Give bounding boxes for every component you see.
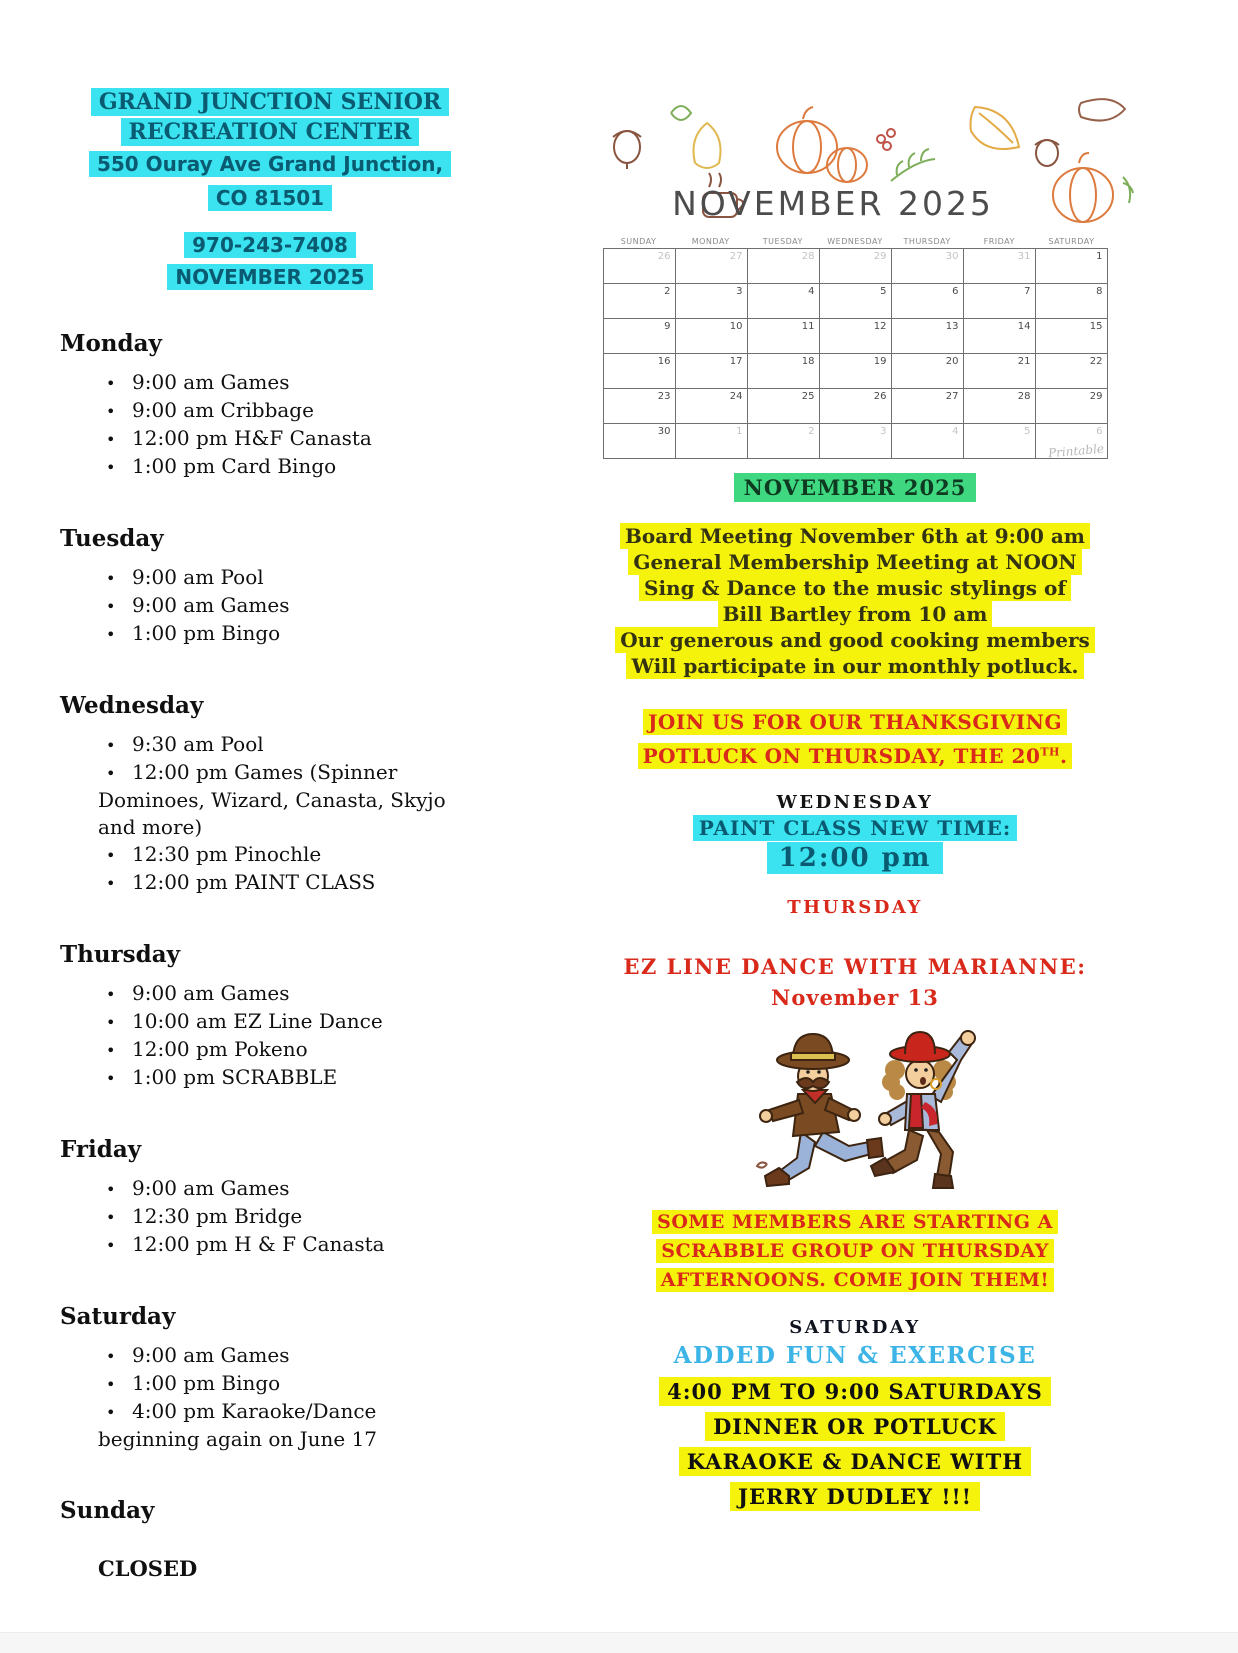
schedule-item (60, 731, 480, 759)
schedule-item (60, 1036, 480, 1064)
announcement-line (575, 1375, 1135, 1410)
calendar-day-header: WEDNESDAY (827, 237, 883, 246)
autumn-decor-image (575, 85, 1135, 235)
schedule-item-text: 9:00 am Games (132, 981, 290, 1005)
calendar-cell (676, 354, 748, 389)
calendar-cell (748, 424, 820, 459)
announcement-line (575, 654, 1135, 680)
calendar-cell (964, 284, 1036, 319)
day-heading: Tuesday (60, 525, 164, 552)
calendar-date: 26 (657, 251, 671, 262)
schedule-item (60, 1231, 480, 1259)
highlighted-text: NOVEMBER 2025 (167, 264, 372, 290)
calendar-date: 25 (801, 391, 815, 402)
spacer (60, 216, 480, 230)
closed-label: CLOSED (98, 1556, 198, 1581)
header-month (60, 262, 480, 294)
calendar-cell (604, 284, 676, 319)
calendar-date: 27 (729, 251, 743, 262)
announcement-line (575, 1266, 1135, 1295)
bullet-icon: • (106, 846, 116, 865)
highlighted-text: AFTERNOONS. COME JOIN THEM! (656, 1268, 1054, 1292)
announcement-line (575, 1445, 1135, 1480)
schedule-item-text: 12:30 pm Pinochle (132, 842, 322, 866)
highlighted-text: CO 81501 (208, 185, 332, 211)
schedule-item (60, 397, 480, 425)
highlighted-text: GRAND JUNCTION SENIOR (91, 88, 449, 116)
calendar-date: 8 (1096, 286, 1103, 297)
calendar-date: 15 (1089, 321, 1103, 332)
saturday-lines (575, 1375, 1135, 1515)
bullet-icon: • (106, 736, 116, 755)
day-section (60, 330, 480, 481)
left-column (60, 88, 480, 1581)
calendar-date: 28 (801, 251, 815, 262)
bullet-icon: • (106, 1069, 116, 1088)
ordinal-suffix: TH (1040, 745, 1060, 758)
calendar-date: 13 (945, 321, 959, 332)
bullet-icon: • (106, 1347, 116, 1366)
pumpkin-icon (1053, 153, 1113, 222)
announcement-line (575, 550, 1135, 576)
schedule-item-text: 12:00 pm Pokeno (132, 1037, 308, 1061)
schedule-item (60, 1175, 480, 1203)
calendar-day-header: SUNDAY (620, 237, 657, 246)
calendar-cell (964, 424, 1036, 459)
calendar-cell (748, 284, 820, 319)
calendar (603, 248, 1108, 459)
schedule-item (60, 1203, 480, 1231)
calendar-date: 3 (880, 426, 887, 437)
calendar-cell (676, 389, 748, 424)
calendar-cell (1036, 284, 1108, 319)
calendar-date: 30 (657, 426, 671, 437)
announcement-line (575, 708, 1135, 738)
highlighted-text: NOVEMBER 2025 (734, 473, 977, 502)
day-section (60, 1497, 480, 1581)
ez-line-dance-date: November 13 (771, 984, 939, 1010)
announcement-line (575, 576, 1135, 602)
bullet-icon: • (106, 764, 116, 783)
calendar-cell (748, 249, 820, 284)
calendar-date: 20 (945, 356, 959, 367)
schedule-item-text: 12:00 pm PAINT CLASS (132, 870, 376, 894)
day-heading: Sunday (60, 1497, 155, 1524)
schedule-item (60, 1008, 480, 1036)
calendar-cell (964, 319, 1036, 354)
calendar-day-header: TUESDAY (762, 237, 803, 246)
bullet-icon: • (106, 430, 116, 449)
day-heading: Thursday (60, 941, 180, 968)
scrabble-lines (575, 1208, 1135, 1295)
calendar-date: 23 (657, 391, 671, 402)
calendar-day-header: MONDAY (691, 237, 730, 246)
highlighted-text: 970-243-7408 (184, 232, 356, 258)
calendar-cell (892, 389, 964, 424)
bullet-icon: • (106, 1013, 116, 1032)
calendar-date: 6 (952, 286, 959, 297)
berries-icon (877, 129, 895, 150)
bullet-icon: • (106, 1208, 116, 1227)
schedule-item-text: 9:00 am Games (132, 1343, 290, 1367)
thursday-label: THURSDAY (787, 896, 923, 918)
announcement-line (575, 1208, 1135, 1237)
announcement-line (575, 1480, 1135, 1515)
wednesday-label: WEDNESDAY (776, 791, 934, 813)
highlighted-text: Board Meeting November 6th at 9:00 am (620, 523, 1090, 549)
bullet-icon: • (106, 625, 116, 644)
center-header (60, 88, 480, 294)
bullet-icon: • (106, 874, 116, 893)
calendar-watermark: Printable (1047, 441, 1105, 461)
calendar-cell (748, 389, 820, 424)
text: POTLUCK ON THURSDAY, THE 20 (642, 743, 1041, 768)
calendar-date: 26 (873, 391, 887, 402)
calendar-cell (892, 319, 964, 354)
day-heading: Wednesday (60, 692, 204, 719)
schedule-item (60, 1398, 480, 1453)
calendar-date: 21 (1017, 356, 1031, 367)
highlighted-text: Our generous and good cooking members (615, 627, 1095, 653)
month-banner (575, 475, 1135, 500)
schedule-item (60, 1342, 480, 1370)
page-bottom-strip (0, 1632, 1238, 1653)
announcement-line (575, 1410, 1135, 1445)
calendar-date: 19 (873, 356, 887, 367)
bullet-icon: • (106, 402, 116, 421)
calendar-cell (892, 249, 964, 284)
highlighted-text: KARAOKE & DANCE WITH (679, 1447, 1031, 1476)
calendar-date: 4 (808, 286, 815, 297)
highlighted-text: PAINT CLASS NEW TIME: (693, 815, 1017, 841)
highlighted-text (638, 743, 1073, 769)
calendar-date: 5 (880, 286, 887, 297)
calendar-cell (604, 424, 676, 459)
calendar-cell (1036, 354, 1108, 389)
day-heading: Monday (60, 330, 162, 357)
calendar-cell (892, 284, 964, 319)
bullet-icon: • (106, 1041, 116, 1060)
calendar-date: 22 (1089, 356, 1103, 367)
calendar-cell (676, 424, 748, 459)
schedule-item-text: 9:00 am Games (132, 1176, 290, 1200)
fern-icon (1123, 177, 1133, 203)
schedule-item-text: 12:30 pm Bridge (132, 1204, 303, 1228)
schedule-item (60, 841, 480, 869)
schedule-item-text: 4:00 pm Karaoke/Dance beginning again on June 17 (98, 1399, 378, 1451)
ez-line-dance-line: EZ LINE DANCE WITH MARIANNE: (623, 953, 1087, 979)
right-column (575, 85, 1135, 1515)
phone-number (60, 230, 480, 262)
calendar-cell (676, 284, 748, 319)
pumpkin-icon (777, 107, 867, 182)
highlighted-text: General Membership Meeting at NOON (628, 549, 1081, 575)
calendar-cell (820, 354, 892, 389)
schedule-item-text: 9:30 am Pool (132, 732, 264, 756)
schedule-item (60, 869, 480, 897)
calendar-cell (748, 319, 820, 354)
calendar-cell (892, 354, 964, 389)
highlighted-text: SOME MEMBERS ARE STARTING A (652, 1210, 1058, 1234)
calendar-date: 24 (729, 391, 743, 402)
schedule-item-text: 1:00 pm Bingo (132, 621, 281, 645)
saturday-label: SATURDAY (789, 1316, 921, 1338)
calendar-date: 1 (736, 426, 743, 437)
calendar-date: 29 (1089, 391, 1103, 402)
highlighted-text: RECREATION CENTER (121, 118, 420, 146)
bullet-icon: • (106, 374, 116, 393)
calendar-day-headers (603, 237, 1108, 246)
brown-leaf-icon (1079, 99, 1125, 120)
thanksgiving-announcement (575, 708, 1135, 772)
paint-class-time (575, 843, 1135, 873)
schedule-item (60, 620, 480, 648)
calendar-day-header: THURSDAY (903, 237, 951, 246)
calendar-date: 28 (1017, 391, 1031, 402)
highlighted-text: Will participate in our monthly potluck. (626, 653, 1083, 679)
calendar-date: 2 (808, 426, 815, 437)
calendar-cell (964, 249, 1036, 284)
calendar-cell (820, 389, 892, 424)
acorn-icon (613, 131, 641, 169)
bullet-icon: • (106, 569, 116, 588)
calendar-date: 3 (736, 286, 743, 297)
calendar-cell (604, 389, 676, 424)
calendar-cell (604, 354, 676, 389)
schedule-item (60, 1370, 480, 1398)
leaf-icon (671, 106, 691, 120)
schedule-item-text: 9:00 am Games (132, 370, 290, 394)
calendar-date: 5 (1024, 426, 1031, 437)
address-line2 (60, 182, 480, 216)
calendar-cell (964, 389, 1036, 424)
calendar-day-header: FRIDAY (983, 237, 1015, 246)
cowboy-figure (757, 1034, 883, 1186)
calendar-date: 11 (801, 321, 815, 332)
bullet-icon: • (106, 985, 116, 1004)
announcement-line (575, 738, 1135, 772)
calendar-date: 12 (873, 321, 887, 332)
calendar-date: 18 (801, 356, 815, 367)
address-line1 (60, 148, 480, 182)
board-lines (575, 524, 1135, 680)
calendar-date: 10 (729, 321, 743, 332)
bullet-icon: • (106, 1236, 116, 1255)
day-heading: Friday (60, 1136, 142, 1163)
calendar-date: 30 (945, 251, 959, 262)
schedule-item-text: 12:00 pm H&F Canasta (132, 426, 372, 450)
calendar-date: 1 (1096, 251, 1103, 262)
day-heading: Saturday (60, 1303, 176, 1330)
schedule-item-text: 12:00 pm H & F Canasta (132, 1232, 385, 1256)
schedule-item (60, 592, 480, 620)
calendar-date: 31 (1017, 251, 1031, 262)
highlighted-text: Bill Bartley from 10 am (718, 601, 993, 627)
schedule-item (60, 1064, 480, 1092)
dancers-image (705, 1018, 1005, 1198)
calendar-cell (820, 424, 892, 459)
calendar-date: 9 (664, 321, 671, 332)
oak-leaf-icon (694, 123, 721, 168)
schedule-item-text: 10:00 am EZ Line Dance (132, 1009, 383, 1033)
highlighted-text: JERRY DUDLEY !!! (730, 1482, 980, 1511)
calendar-cell (748, 354, 820, 389)
highlighted-text: Sing & Dance to the music stylings of (639, 575, 1071, 601)
schedule-item (60, 425, 480, 453)
calendar-cell (892, 424, 964, 459)
highlighted-text: 550 Ouray Ave Grand Junction, (89, 151, 451, 177)
calendar-day-header: SATURDAY (1048, 237, 1095, 246)
schedule-item (60, 369, 480, 397)
calendar-cell (820, 284, 892, 319)
day-section (60, 1303, 480, 1453)
calendar-date: 14 (1017, 321, 1031, 332)
paint-class-line (575, 816, 1135, 840)
text: . (1059, 743, 1068, 768)
announcement-line (575, 524, 1135, 550)
bullet-icon: • (106, 1403, 116, 1422)
bullet-icon: • (106, 1375, 116, 1394)
calendar-cell (964, 354, 1036, 389)
schedule-item-text: 12:00 pm Games (Spinner Dominoes, Wizard, Canasta, Skyjo and more) (98, 760, 446, 839)
added-fun-line: ADDED FUN & EXERCISE (673, 1341, 1037, 1369)
calendar-grid (603, 248, 1108, 459)
calendar-cell (676, 319, 748, 354)
highlighted-text: SCRABBLE GROUP ON THURSDAY (656, 1239, 1054, 1263)
schedule-item (60, 564, 480, 592)
calendar-cell (820, 319, 892, 354)
calendar-cell (1036, 249, 1108, 284)
schedule-item-text: 1:00 pm Bingo (132, 1371, 281, 1395)
acorn-icon (1035, 140, 1059, 166)
cowgirl-figure (871, 1031, 975, 1188)
calendar-date: 6 (1096, 426, 1103, 437)
calendar-cell (676, 249, 748, 284)
schedule-item-text: 9:00 am Games (132, 593, 290, 617)
calendar-cell (1036, 319, 1108, 354)
bullet-icon: • (106, 597, 116, 616)
schedule-item (60, 453, 480, 481)
calendar-cell (1036, 389, 1108, 424)
calendar-date: 2 (664, 286, 671, 297)
highlighted-text: 12:00 pm (767, 842, 944, 874)
calendar-date: 16 (657, 356, 671, 367)
schedule-item-text: 1:00 pm SCRABBLE (132, 1065, 338, 1089)
calendar-date: 7 (1024, 286, 1031, 297)
sprig-icon (891, 149, 935, 181)
announcement-line (575, 602, 1135, 628)
big-leaf-icon (971, 107, 1020, 149)
bullet-icon: • (106, 458, 116, 477)
highlighted-text: JOIN US FOR OUR THANKSGIVING (643, 709, 1067, 735)
calendar-art-title: NOVEMBER 2025 (672, 184, 994, 223)
highlighted-text: 4:00 PM TO 9:00 SATURDAYS (659, 1377, 1051, 1406)
calendar-date: 4 (952, 426, 959, 437)
announcement-line (575, 628, 1135, 654)
announcement-line (575, 1237, 1135, 1266)
schedule-item (60, 980, 480, 1008)
calendar-date: 29 (873, 251, 887, 262)
day-section (60, 941, 480, 1092)
center-title-line2 (60, 118, 480, 148)
highlighted-text: DINNER OR POTLUCK (705, 1412, 1005, 1441)
bullet-icon: • (106, 1180, 116, 1199)
calendar-cell (820, 249, 892, 284)
schedule-item-text: 9:00 am Pool (132, 565, 264, 589)
calendar-date: 17 (729, 356, 743, 367)
calendar-date: 27 (945, 391, 959, 402)
schedule-item-text: 1:00 pm Card Bingo (132, 454, 337, 478)
day-section (60, 1136, 480, 1259)
weekly-schedule (60, 330, 480, 1581)
schedule-item (60, 759, 480, 841)
schedule-item-text: 9:00 am Cribbage (132, 398, 314, 422)
calendar-cell (604, 319, 676, 354)
calendar-cell (604, 249, 676, 284)
day-section (60, 692, 480, 897)
center-title-line1 (60, 88, 480, 118)
day-section (60, 525, 480, 648)
